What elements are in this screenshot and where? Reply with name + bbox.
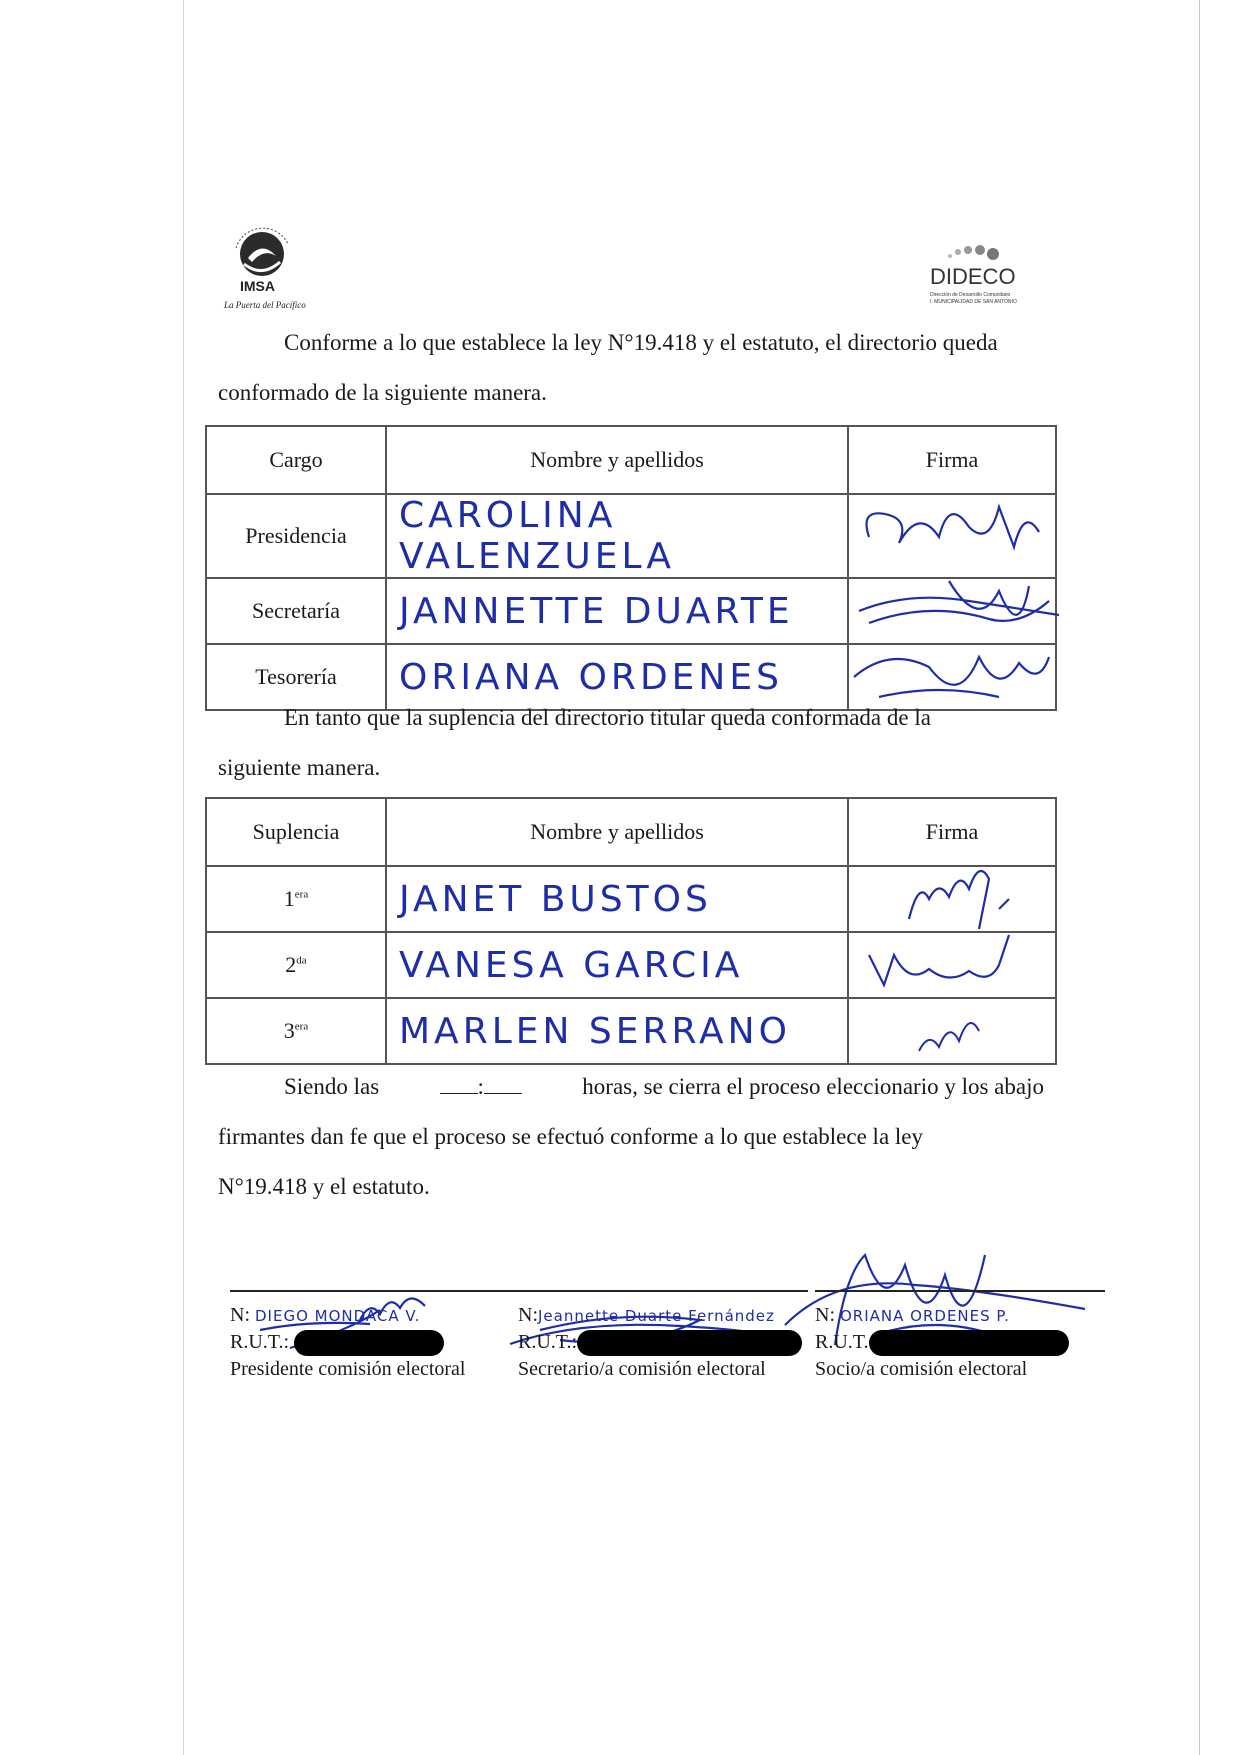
signature-cell [848,578,1056,644]
handwritten-name: JANNETTE DUARTE [386,578,848,644]
handwritten-signature [849,991,1055,1069]
table-row [206,866,1056,932]
secretary-signature-block [518,1290,808,1382]
redaction-bar [869,1330,1069,1356]
table-row [206,932,1056,998]
handwritten-name: ORIANA ORDENES P. [840,1307,1010,1325]
intro-line-1: Conforme a lo que establece la ley N°19.418 y el estatuto, el directorio queda [284,330,998,355]
rut-line: R.U.T.: [518,1329,808,1356]
handwritten-name: Jeannette Duarte Fernández [538,1307,775,1325]
signature-line [230,1290,520,1292]
imsa-logo [218,218,338,316]
closing-line-2: firmantes dan fe que el proceso se efectuó conforme a lo que establece la ley [218,1124,924,1149]
header-cargo: Cargo [206,426,386,494]
closing-line-1: Siendo las : horas, se cierra el proceso eleccionario y los abajo [218,1062,1044,1112]
redaction-bar [294,1330,444,1356]
name-line: N: DIEGO MONDACA V. [230,1304,421,1326]
intro-paragraph [218,318,1044,418]
order-cell: $1^{era}$ [206,866,386,932]
table-row [206,578,1056,644]
header-nombre: Nombre y apellidos [386,426,848,494]
intro-line-2: conformado de la siguiente manera. [218,380,547,405]
order-cell: $2^{da}$ [206,932,386,998]
header-firma: Firma [848,426,1056,494]
cargo-cell: Secretaría [206,578,386,644]
suplencia-line-2: siguiente manera. [218,755,381,780]
handwritten-name: JANET BUSTOS [386,866,848,932]
rut-line: R.U.T. [815,1329,1105,1356]
name-line: N: ORIANA ORDENES P. [815,1304,1010,1326]
dideco-subtitle-1: Dirección de Desarrollo Comunitario [930,292,1011,298]
redaction-bar [577,1330,802,1356]
time-blank: : [440,1062,522,1112]
suplencia-paragraph [218,693,1044,793]
suplencia-line-1: En tanto que la suplencia del directorio titular queda conformada de la [284,705,931,730]
handwritten-name: DIEGO MONDACA V. [255,1307,421,1325]
table-row [206,494,1056,578]
header-nombre: Nombre y apellidos [386,798,848,866]
signature-cell [848,494,1056,578]
dideco-logo [920,240,1040,310]
cargo-cell: Tesorería [206,644,386,710]
handwritten-name: MARLEN SERRANO [386,998,848,1064]
table-header-row [206,426,1056,494]
order-cell: $3^{era}$ [206,998,386,1064]
page-edge-right [1199,0,1200,1755]
signature-cell [848,866,1056,932]
name-line: N:Jeannette Duarte Fernández [518,1304,775,1326]
president-signature-block [230,1290,520,1382]
rut-line: R.U.T.: [230,1329,520,1356]
member-signature-block [815,1290,1105,1382]
imsa-tagline: La Puerta del Pacífico [224,300,306,310]
signature-cell [848,998,1056,1064]
table-header-row [206,798,1056,866]
handwritten-name: VANESA GARCIA [386,932,848,998]
handwritten-signature [849,487,1055,565]
cargo-cell: Presidencia [206,494,386,578]
header-suplencia: Suplencia [206,798,386,866]
directorio-table [205,425,1057,711]
role-label: Presidente comisión electoral [230,1358,466,1381]
role-label: Secretario/a comisión electoral [518,1358,766,1381]
signature-line [815,1290,1105,1292]
imsa-wordmark: IMSA [240,278,275,294]
suplencia-table [205,797,1057,1065]
page-edge-left [183,0,184,1755]
signature-line [518,1290,808,1292]
role-label: Socio/a comisión electoral [815,1358,1028,1381]
signature-cell [848,932,1056,998]
handwritten-name: ORIANA ORDENES [386,644,848,710]
dideco-wordmark: DIDECO [930,264,1016,289]
closing-line-3: N°19.418 y el estatuto. [218,1174,430,1199]
table-row [206,998,1056,1064]
header-firma: Firma [848,798,1056,866]
dideco-subtitle-2: I. MUNICIPALIDAD DE SAN ANTONIO [930,299,1017,305]
closing-paragraph [218,1062,1044,1212]
handwritten-name: CAROLINA VALENZUELA [386,494,848,578]
